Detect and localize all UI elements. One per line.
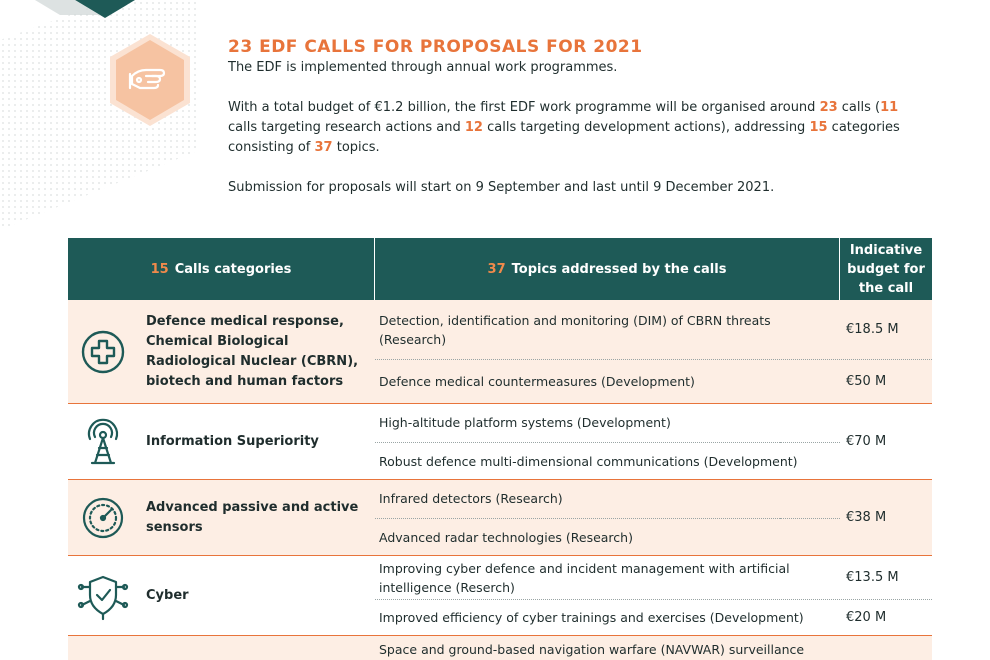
category-cell [68,636,375,660]
header-topics [375,238,840,300]
research-count: 11 [880,100,899,115]
topic-cell: Space and ground-based navigation warfare (NAVWAR) surveillance [379,642,805,657]
p2-text-d: calls targeting development actions), addressing [482,120,810,135]
group-rows [375,636,932,660]
prosthetic-hand-icon [126,58,174,100]
header-budget-line2: budget for [847,261,925,277]
decorative-corner-graphic [0,0,230,230]
budget-cell: €13.5 M [846,570,899,586]
table-row [375,404,840,442]
group-rows [375,404,932,479]
intro-section [228,36,928,198]
calls-table [68,238,932,660]
table-header [68,238,932,300]
header-budget [840,238,932,300]
topic-cell: Advanced radar technologies (Research) [379,529,633,545]
table-group-cyber [68,556,932,636]
topic-cell: Infrared detectors (Research) [379,491,563,506]
development-count: 12 [464,120,483,135]
antenna-tower-icon [76,415,130,469]
p2-text-f: topics. [332,140,380,155]
intro-paragraph-2 [228,98,928,158]
budget-cell: €50 M [846,374,887,390]
cyber-shield-icon [76,569,130,623]
header-categories-label: Calls categories [174,261,292,277]
table-row [375,556,932,599]
header-topics-label: Topics addressed by the calls [511,261,727,277]
medical-cross-icon [76,325,130,379]
category-cell [68,556,375,635]
header-categories-count: 15 [150,261,169,277]
category-label: Advanced passive and active sensors [146,499,359,535]
p2-text-b: calls ( [837,100,881,115]
budget-cell: €38 M [840,510,932,525]
gauge-icon [76,491,130,545]
topic-cell: Robust defence multi-dimensional communications (Development) [379,453,798,469]
topic-cell: High-altitude platform systems (Development) [379,415,671,430]
header-budget-line3: the call [858,280,914,296]
category-label: Defence medical response, Chemical Biological Radiological Nuclear (CBRN), biotech and human factors [146,313,359,389]
table-group-sensors [68,480,932,556]
calls-count: 23 [819,100,838,115]
table-row [375,599,932,635]
group-rows [375,556,932,635]
table-group-navwar [68,636,932,660]
header-calls-categories [68,238,375,300]
budget-cell: €20 M [846,610,887,626]
p2-text-e: categories consisting of [228,120,900,155]
table-row [375,636,932,660]
table-row [375,518,840,556]
topics-column [375,480,840,556]
p2-text-a: With a total budget of €1.2 billion, the first EDF work programme will be organised around [228,100,820,115]
table-row [375,300,932,359]
category-cell [68,300,375,403]
topic-cell: Detection, identification and monitoring (DIM) of CBRN threats (Research) [379,312,771,347]
budget-cell: €18.5 M [846,322,899,338]
header-budget-line1: Indicative [849,242,923,258]
group-rows [375,480,932,555]
category-cell [68,404,375,479]
table-row [375,359,932,403]
group-rows [375,300,932,403]
intro-paragraph-1: The EDF is implemented through annual work programmes. [228,60,618,75]
intro-paragraph-3: Submission for proposals will start on 9 September and last until 9 December 2021. [228,180,775,195]
topics-column [375,404,840,480]
topic-cell: Improved efficiency of cyber trainings and exercises (Development) [379,610,804,626]
category-label: Information Superiority [146,433,319,449]
topic-cell: Improving cyber defence and incident management with artificial intelligence (Reserch) [379,560,790,595]
p2-text-c: calls targeting research actions and [228,120,465,135]
table-row [375,442,840,480]
topic-cell: Defence medical countermeasures (Development) [379,374,695,390]
table-row [375,480,840,518]
header-topics-count: 37 [487,261,506,277]
topics-count: 37 [314,140,333,155]
table-group-medical [68,300,932,404]
category-cell [68,480,375,555]
category-label: Cyber [146,587,189,603]
page-title: 23 EDF CALLS FOR PROPOSALS FOR 2021 [228,37,643,57]
table-group-information [68,404,932,480]
budget-cell: €70 M [840,434,932,449]
categories-count: 15 [809,120,828,135]
